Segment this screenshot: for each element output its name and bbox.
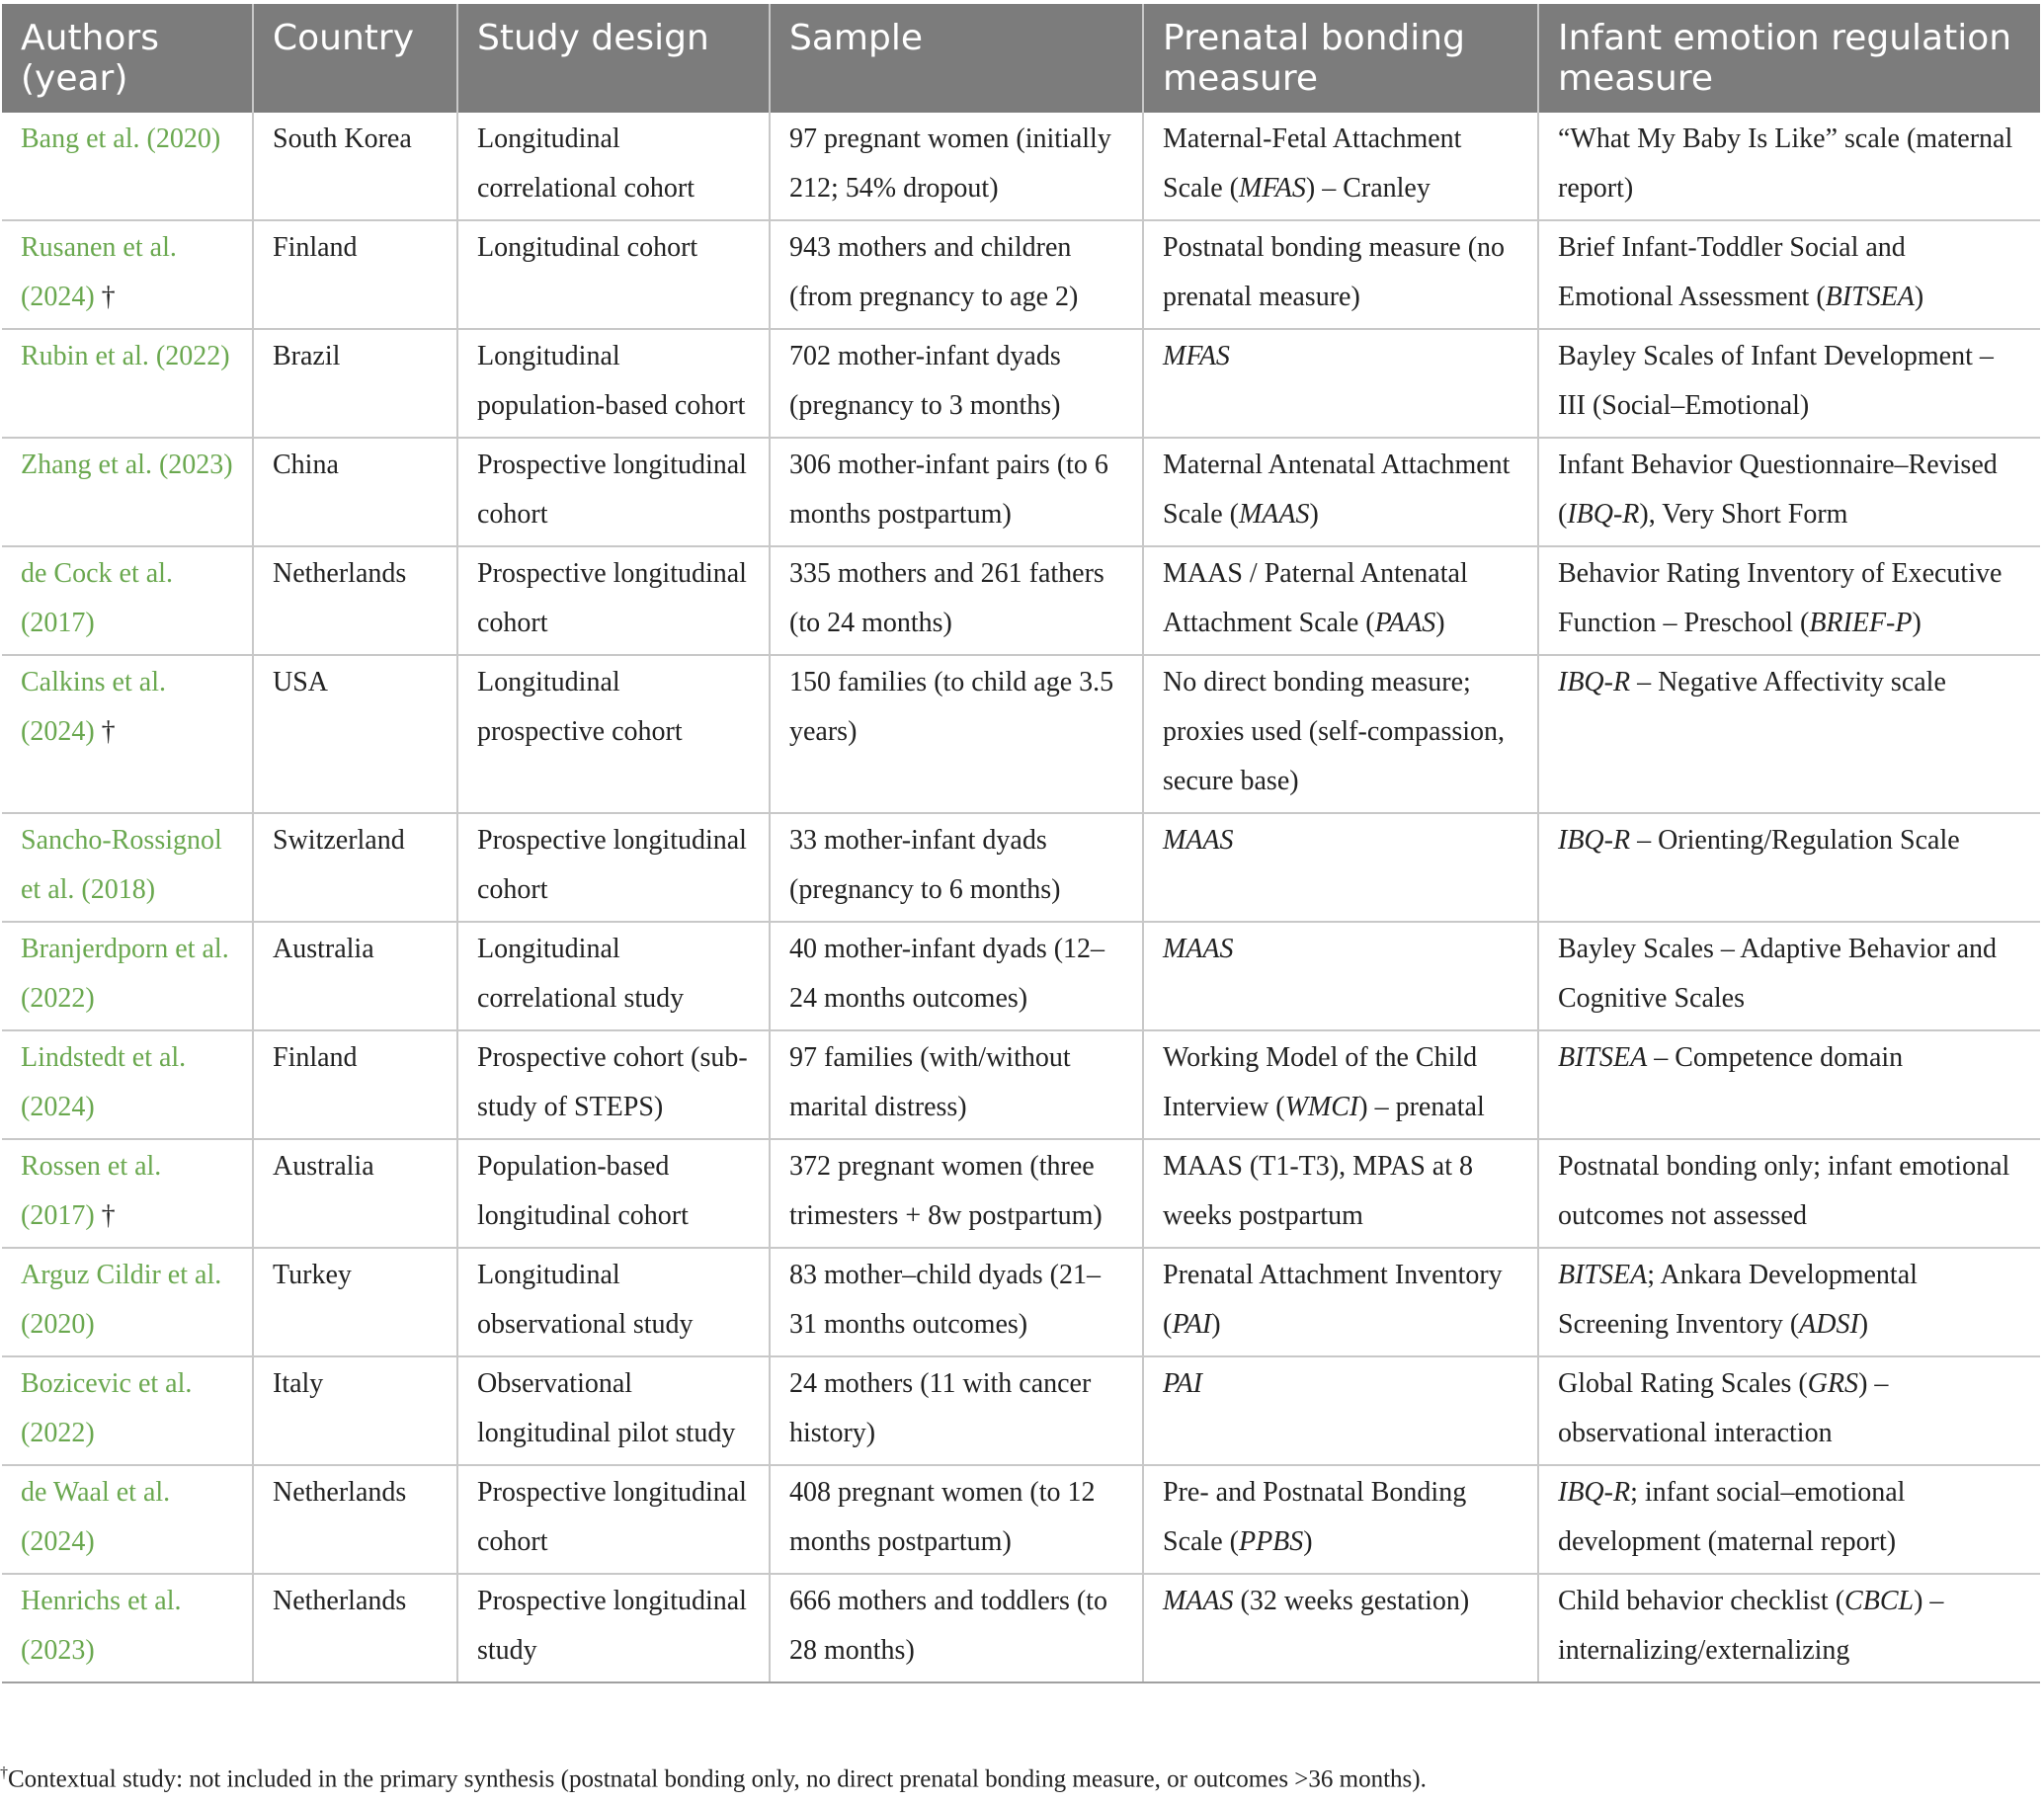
measure-text: Prenatal Attachment Inventory ( bbox=[1163, 1260, 1503, 1340]
measure-text: – Orienting/Regulation Scale bbox=[1630, 825, 1960, 856]
cell-country: Netherlands bbox=[253, 1465, 457, 1574]
cell-sample: 40 mother-infant dyads (12–24 months outcomes) bbox=[770, 922, 1143, 1030]
cell-country: Netherlands bbox=[253, 1574, 457, 1682]
cell-infant-emotion-regulation-measure bbox=[1538, 1248, 2040, 1356]
header-sample: Sample bbox=[770, 4, 1143, 113]
cell-prenatal-bonding-measure bbox=[1143, 329, 1538, 438]
cell-infant-emotion-regulation-measure bbox=[1538, 1356, 2040, 1465]
cell-country: Italy bbox=[253, 1356, 457, 1465]
table-row bbox=[2, 1030, 2040, 1139]
measure-text: MAAS (T1-T3), MPAS at 8 weeks postpartum bbox=[1163, 1151, 1473, 1231]
cell-sample: 97 pregnant women (initially 212; 54% dropout) bbox=[770, 113, 1143, 220]
header-row bbox=[2, 4, 2040, 113]
table-row bbox=[2, 655, 2040, 813]
cell-prenatal-bonding-measure bbox=[1143, 1465, 1538, 1574]
measure-text: Infant Behavior Questionnaire–Revised ( bbox=[1558, 450, 1998, 530]
measure-text: ), Very Short Form bbox=[1639, 499, 1848, 530]
author-link[interactable]: Sancho-Rossignol et al. (2018) bbox=[21, 825, 222, 905]
cell-study-design: Prospective longitudinal cohort bbox=[457, 1465, 770, 1574]
cell-study-design: Longitudinal prospective cohort bbox=[457, 655, 770, 813]
cell-infant-emotion-regulation-measure bbox=[1538, 113, 2040, 220]
measure-abbreviation: PAI bbox=[1163, 1368, 1202, 1399]
cell-prenatal-bonding-measure bbox=[1143, 922, 1538, 1030]
table-row bbox=[2, 1574, 2040, 1682]
measure-text: Postnatal bonding measure (no prenatal measure) bbox=[1163, 232, 1506, 312]
measure-abbreviation: MAAS bbox=[1238, 499, 1310, 530]
cell-infant-emotion-regulation-measure bbox=[1538, 329, 2040, 438]
cell-prenatal-bonding-measure bbox=[1143, 113, 1538, 220]
cell-study-design: Prospective longitudinal cohort bbox=[457, 546, 770, 655]
cell-author[interactable] bbox=[2, 1356, 253, 1465]
measure-abbreviation: PAI bbox=[1172, 1309, 1212, 1340]
measure-abbreviation: IBQ-R bbox=[1558, 667, 1631, 697]
cell-author[interactable] bbox=[2, 546, 253, 655]
author-link[interactable]: Arguz Cildir et al. (2020) bbox=[21, 1260, 222, 1340]
measure-text: – Competence domain bbox=[1647, 1042, 1904, 1073]
cell-study-design: Longitudinal cohort bbox=[457, 220, 770, 329]
measure-text: Behavior Rating Inventory of Executive Function – Preschool ( bbox=[1558, 558, 2003, 638]
cell-author[interactable] bbox=[2, 1139, 253, 1248]
table-row bbox=[2, 922, 2040, 1030]
cell-sample: 335 mothers and 261 fathers (to 24 months) bbox=[770, 546, 1143, 655]
measure-text: Global Rating Scales ( bbox=[1558, 1368, 1808, 1399]
measure-text: Child behavior checklist ( bbox=[1558, 1586, 1845, 1616]
cell-author[interactable] bbox=[2, 1248, 253, 1356]
cell-prenatal-bonding-measure bbox=[1143, 546, 1538, 655]
measure-text: “What My Baby Is Like” scale (maternal report) bbox=[1558, 123, 2013, 204]
cell-prenatal-bonding-measure bbox=[1143, 438, 1538, 546]
cell-study-design: Prospective cohort (sub-study of STEPS) bbox=[457, 1030, 770, 1139]
measure-abbreviation: WMCI bbox=[1284, 1092, 1359, 1122]
cell-country: Switzerland bbox=[253, 813, 457, 922]
measure-abbreviation: BITSEA bbox=[1825, 282, 1915, 312]
measure-text: Maternal-Fetal Attachment Scale ( bbox=[1163, 123, 1462, 204]
measure-text: ) bbox=[1435, 608, 1445, 638]
header-country: Country bbox=[253, 4, 457, 113]
cell-study-design: Longitudinal observational study bbox=[457, 1248, 770, 1356]
footnote bbox=[0, 1764, 1427, 1793]
author-link[interactable]: Calkins et al. (2024) bbox=[21, 667, 166, 747]
cell-infant-emotion-regulation-measure bbox=[1538, 438, 2040, 546]
cell-prenatal-bonding-measure bbox=[1143, 813, 1538, 922]
measure-text: – Negative Affectivity scale bbox=[1630, 667, 1946, 697]
author-link[interactable]: de Waal et al. (2024) bbox=[21, 1477, 171, 1557]
measure-abbreviation: PAAS bbox=[1374, 608, 1436, 638]
cell-study-design: Longitudinal population-based cohort bbox=[457, 329, 770, 438]
measure-abbreviation: PPBS bbox=[1238, 1526, 1304, 1557]
measure-abbreviation: BITSEA bbox=[1558, 1260, 1648, 1290]
measure-text: ) bbox=[1914, 282, 1924, 312]
measure-text: Bayley Scales – Adaptive Behavior and Cognitive Scales bbox=[1558, 934, 1997, 1014]
measure-text: ) bbox=[1303, 1526, 1313, 1557]
header-authors: Authors (year) bbox=[2, 4, 253, 113]
author-link[interactable]: Branjerdporn et al. (2022) bbox=[21, 934, 229, 1014]
measure-text: Pre- and Postnatal Bonding Scale ( bbox=[1163, 1477, 1467, 1557]
cell-country: Turkey bbox=[253, 1248, 457, 1356]
contextual-study-dagger: † bbox=[101, 282, 116, 312]
author-link[interactable]: Zhang et al. (2023) bbox=[21, 450, 233, 480]
cell-country: Australia bbox=[253, 922, 457, 1030]
footnote-dagger: † bbox=[0, 1764, 8, 1781]
table-row bbox=[2, 546, 2040, 655]
cell-prenatal-bonding-measure bbox=[1143, 1030, 1538, 1139]
author-link[interactable]: Henrichs et al. (2023) bbox=[21, 1586, 182, 1666]
cell-infant-emotion-regulation-measure bbox=[1538, 1574, 2040, 1682]
table-row bbox=[2, 1248, 2040, 1356]
cell-author[interactable] bbox=[2, 220, 253, 329]
cell-prenatal-bonding-measure bbox=[1143, 1139, 1538, 1248]
table-row bbox=[2, 220, 2040, 329]
header-prenatal-bonding-measure: Prenatal bonding measure bbox=[1143, 4, 1538, 113]
measure-abbreviation: GRS bbox=[1807, 1368, 1859, 1399]
measure-abbreviation: MAAS bbox=[1163, 825, 1234, 856]
contextual-study-dagger: † bbox=[101, 716, 116, 747]
measure-text: ) – Cranley bbox=[1305, 173, 1431, 204]
cell-study-design: Longitudinal correlational cohort bbox=[457, 113, 770, 220]
measure-text: Brief Infant-Toddler Social and Emotional Assessment ( bbox=[1558, 232, 1906, 312]
cell-author[interactable] bbox=[2, 1465, 253, 1574]
cell-study-design: Population-based longitudinal cohort bbox=[457, 1139, 770, 1248]
header-infant-emotion-regulation-measure: Infant emotion regulation measure bbox=[1538, 4, 2040, 113]
cell-study-design: Longitudinal correlational study bbox=[457, 922, 770, 1030]
author-link[interactable]: de Cock et al. (2017) bbox=[21, 558, 173, 638]
author-link[interactable]: Rubin et al. (2022) bbox=[21, 341, 230, 371]
cell-country: Brazil bbox=[253, 329, 457, 438]
cell-sample: 24 mothers (11 with cancer history) bbox=[770, 1356, 1143, 1465]
table-row bbox=[2, 813, 2040, 922]
studies-table bbox=[2, 4, 2040, 1683]
cell-prenatal-bonding-measure bbox=[1143, 1574, 1538, 1682]
measure-abbreviation: BITSEA bbox=[1558, 1042, 1648, 1073]
cell-country: South Korea bbox=[253, 113, 457, 220]
header-study-design: Study design bbox=[457, 4, 770, 113]
measure-text: ; Ankara Developmental Screening Inventory ( bbox=[1558, 1260, 1918, 1340]
measure-text: ) bbox=[1309, 499, 1319, 530]
cell-country: Finland bbox=[253, 220, 457, 329]
measure-text: ) – observational interaction bbox=[1558, 1368, 1889, 1448]
measure-abbreviation: MAAS bbox=[1163, 934, 1234, 964]
cell-sample: 83 mother–child dyads (21–31 months outcomes) bbox=[770, 1248, 1143, 1356]
table-row bbox=[2, 113, 2040, 220]
measure-text: ) bbox=[1912, 608, 1921, 638]
measure-abbreviation: MFAS bbox=[1238, 173, 1306, 204]
cell-sample: 943 mothers and children (from pregnancy to age 2) bbox=[770, 220, 1143, 329]
cell-country: USA bbox=[253, 655, 457, 813]
cell-country: Netherlands bbox=[253, 546, 457, 655]
measure-text: ; infant social–emotional development (maternal report) bbox=[1558, 1477, 1906, 1557]
author-link[interactable]: Rossen et al. (2017) bbox=[21, 1151, 162, 1231]
cell-infant-emotion-regulation-measure bbox=[1538, 546, 2040, 655]
cell-country: Finland bbox=[253, 1030, 457, 1139]
cell-study-design: Observational longitudinal pilot study bbox=[457, 1356, 770, 1465]
cell-study-design: Prospective longitudinal cohort bbox=[457, 438, 770, 546]
cell-infant-emotion-regulation-measure bbox=[1538, 813, 2040, 922]
cell-author[interactable] bbox=[2, 1574, 253, 1682]
cell-infant-emotion-regulation-measure bbox=[1538, 1139, 2040, 1248]
cell-author[interactable] bbox=[2, 329, 253, 438]
cell-infant-emotion-regulation-measure bbox=[1538, 220, 2040, 329]
measure-text: (32 weeks gestation) bbox=[1233, 1586, 1470, 1616]
footnote-text: Contextual study: not included in the primary synthesis (postnatal bonding only, no direct prenatal bonding measure, or outcomes >36 months). bbox=[8, 1765, 1427, 1793]
measure-text: No direct bonding measure; proxies used (self-compassion, secure base) bbox=[1163, 667, 1506, 796]
cell-prenatal-bonding-measure bbox=[1143, 220, 1538, 329]
measure-abbreviation: MAAS bbox=[1163, 1586, 1234, 1616]
measure-text: ) – internalizing/externalizing bbox=[1558, 1586, 1944, 1666]
measure-text: ) – prenatal bbox=[1358, 1092, 1485, 1122]
cell-prenatal-bonding-measure bbox=[1143, 1248, 1538, 1356]
measure-text: ) bbox=[1858, 1309, 1869, 1340]
author-link[interactable]: Bozicevic et al. (2022) bbox=[21, 1368, 193, 1448]
measure-text: Maternal Antenatal Attachment Scale ( bbox=[1163, 450, 1511, 530]
measure-abbreviation: IBQ-R bbox=[1567, 499, 1640, 530]
cell-sample: 150 families (to child age 3.5 years) bbox=[770, 655, 1143, 813]
cell-author[interactable] bbox=[2, 922, 253, 1030]
cell-sample: 372 pregnant women (three trimesters + 8w postpartum) bbox=[770, 1139, 1143, 1248]
measure-abbreviation: IBQ-R bbox=[1558, 1477, 1631, 1508]
table-row bbox=[2, 1139, 2040, 1248]
studies-table-container bbox=[2, 4, 2040, 1683]
cell-country: China bbox=[253, 438, 457, 546]
measure-abbreviation: MFAS bbox=[1163, 341, 1230, 371]
measure-abbreviation: ADSI bbox=[1799, 1309, 1859, 1340]
cell-author[interactable] bbox=[2, 813, 253, 922]
cell-sample: 408 pregnant women (to 12 months postpartum) bbox=[770, 1465, 1143, 1574]
cell-author[interactable] bbox=[2, 1030, 253, 1139]
cell-sample: 33 mother-infant dyads (pregnancy to 6 months) bbox=[770, 813, 1143, 922]
cell-sample: 702 mother-infant dyads (pregnancy to 3 months) bbox=[770, 329, 1143, 438]
cell-author[interactable] bbox=[2, 113, 253, 220]
cell-author[interactable] bbox=[2, 655, 253, 813]
cell-prenatal-bonding-measure bbox=[1143, 1356, 1538, 1465]
measure-text: Postnatal bonding only; infant emotional outcomes not assessed bbox=[1558, 1151, 2010, 1231]
table-row bbox=[2, 1356, 2040, 1465]
cell-infant-emotion-regulation-measure bbox=[1538, 1030, 2040, 1139]
cell-prenatal-bonding-measure bbox=[1143, 655, 1538, 813]
table-row bbox=[2, 1465, 2040, 1574]
cell-study-design: Prospective longitudinal study bbox=[457, 1574, 770, 1682]
author-link[interactable]: Bang et al. (2020) bbox=[21, 123, 221, 154]
measure-text: MAAS / Paternal Antenatal Attachment Scale ( bbox=[1163, 558, 1468, 638]
cell-sample: 306 mother-infant pairs (to 6 months postpartum) bbox=[770, 438, 1143, 546]
measure-abbreviation: IBQ-R bbox=[1558, 825, 1631, 856]
cell-study-design: Prospective longitudinal cohort bbox=[457, 813, 770, 922]
measure-text: Bayley Scales of Infant Development – III (Social–Emotional) bbox=[1558, 341, 1994, 421]
cell-country: Australia bbox=[253, 1139, 457, 1248]
measure-text: ) bbox=[1211, 1309, 1221, 1340]
cell-sample: 666 mothers and toddlers (to 28 months) bbox=[770, 1574, 1143, 1682]
cell-infant-emotion-regulation-measure bbox=[1538, 655, 2040, 813]
contextual-study-dagger: † bbox=[101, 1200, 116, 1231]
measure-abbreviation: CBCL bbox=[1844, 1586, 1915, 1616]
table-row bbox=[2, 329, 2040, 438]
measure-text: Working Model of the Child Interview ( bbox=[1163, 1042, 1478, 1122]
cell-infant-emotion-regulation-measure bbox=[1538, 922, 2040, 1030]
cell-sample: 97 families (with/without marital distress) bbox=[770, 1030, 1143, 1139]
table-body bbox=[2, 113, 2040, 1682]
author-link[interactable]: Lindstedt et al. (2024) bbox=[21, 1042, 187, 1122]
measure-abbreviation: BRIEF-P bbox=[1809, 608, 1913, 638]
author-link[interactable]: Rusanen et al. (2024) bbox=[21, 232, 177, 312]
table-row bbox=[2, 438, 2040, 546]
cell-infant-emotion-regulation-measure bbox=[1538, 1465, 2040, 1574]
cell-author[interactable] bbox=[2, 438, 253, 546]
